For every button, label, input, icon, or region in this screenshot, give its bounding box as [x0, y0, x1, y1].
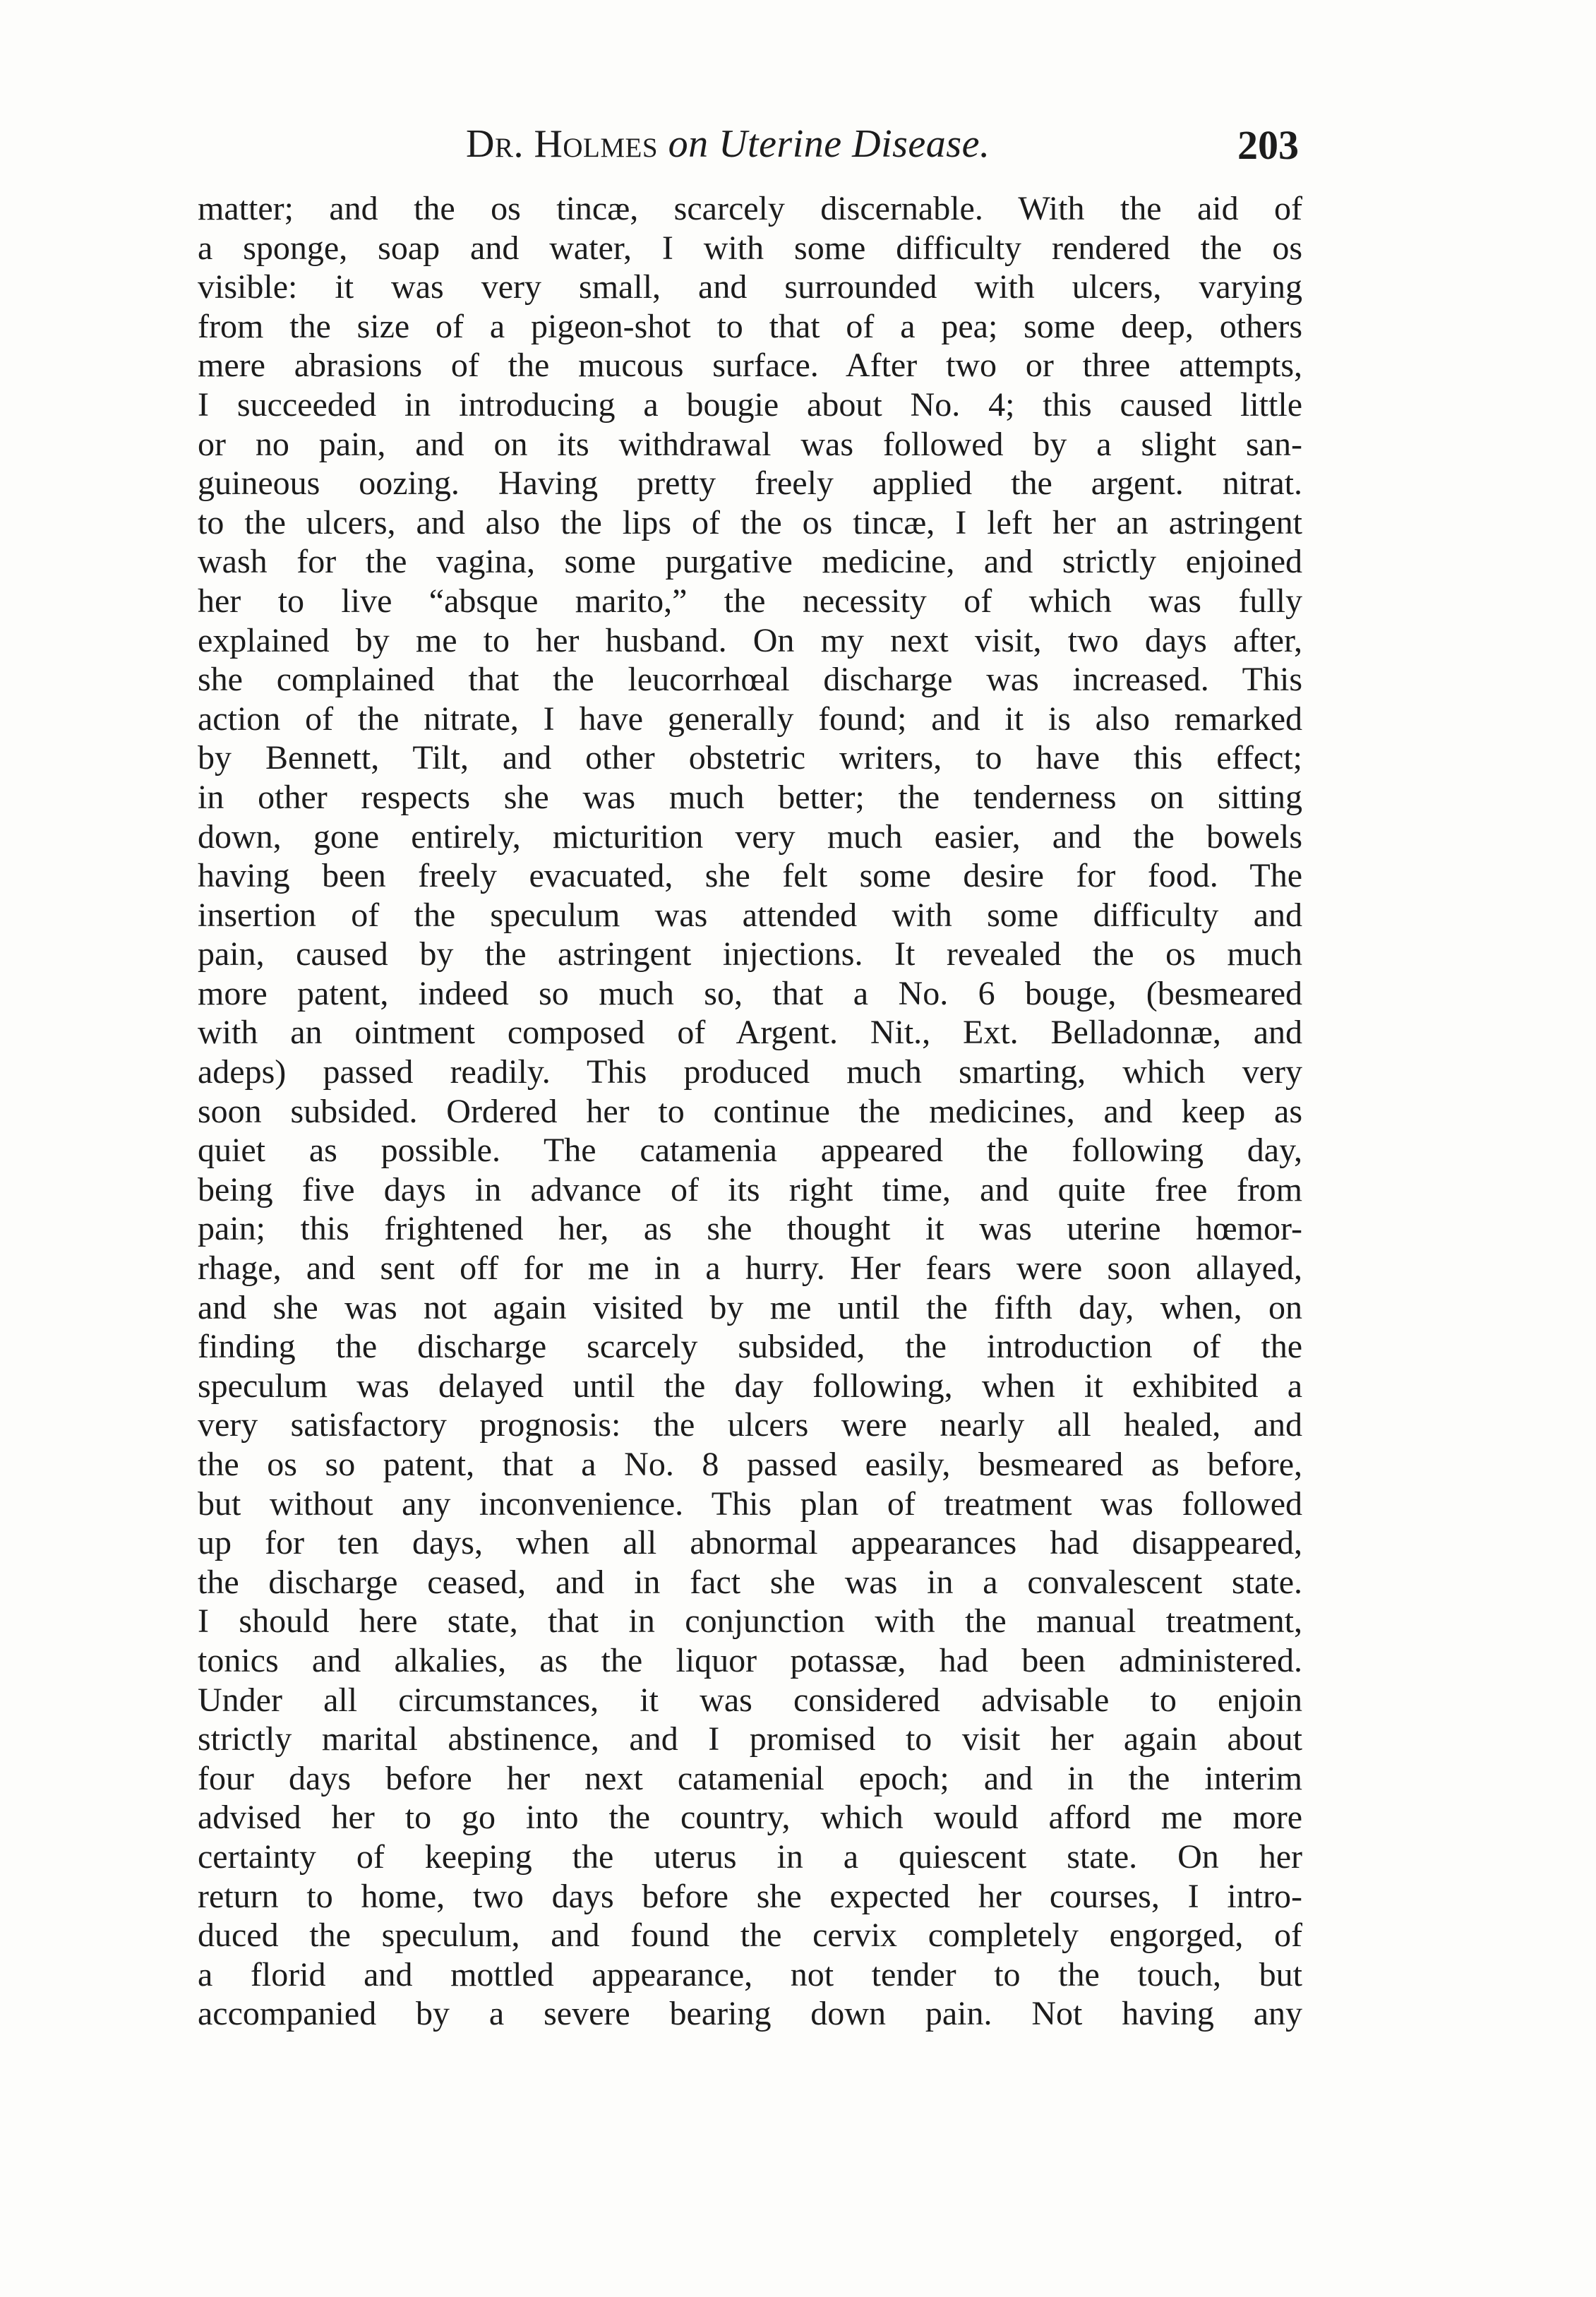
text-line: more patent, indeed so much so, that a No. 6 bouge, (besmeared [198, 974, 1302, 1012]
text-line: very satisfactory prognosis: the ulcers were nearly all healed, and [198, 1406, 1302, 1444]
text-line: speculum was delayed until the day following, when it exhibited a [198, 1367, 1302, 1405]
text-line: by Bennett, Tilt, and other obstetric writers, to have this effect; [198, 739, 1302, 777]
text-line: in other respects she was much better; the tenderness on sitting [198, 778, 1302, 816]
running-author: Dr. Holmes [466, 122, 659, 166]
text-line: pain, caused by the astringent injections. It revealed the os much [198, 935, 1302, 973]
running-connector: on [658, 122, 719, 166]
text-line: she complained that the leucorrhœal discharge was increased. This [198, 661, 1302, 699]
text-line: return to home, two days before she expected her courses, I intro- [198, 1877, 1302, 1915]
text-line: tonics and alkalies, as the liquor potassæ, had been administered. [198, 1641, 1302, 1679]
text-line: a sponge, soap and water, I with some difficulty rendered the os [198, 229, 1302, 267]
text-line: the discharge ceased, and in fact she was in a convalescent state. [198, 1563, 1302, 1601]
text-line: and she was not again visited by me until the fifth day, when, on [198, 1288, 1302, 1326]
text-line: or no pain, and on its withdrawal was followed by a slight san- [198, 425, 1302, 463]
running-title [466, 121, 990, 167]
text-line: her to live “absque marito,” the necessity of which was fully [198, 582, 1302, 620]
text-line: to the ulcers, and also the lips of the os tincæ, I left her an astringent [198, 503, 1302, 541]
text-line: I should here state, that in conjunction with the manual treatment, [198, 1602, 1302, 1641]
text-line: soon subsided. Ordered her to continue the medicines, and keep as [198, 1092, 1302, 1130]
text-line: being five days in advance of its right time, and quite free from [198, 1170, 1302, 1209]
text-line: mere abrasions of the mucous surface. After two or three attempts, [198, 347, 1302, 385]
text-line: certainty of keeping the uterus in a quiescent state. On her [198, 1837, 1302, 1876]
text-line: up for ten days, when all abnormal appearances had disappeared, [198, 1524, 1302, 1562]
text-line: down, gone entirely, micturition very much easier, and the bowels [198, 817, 1302, 856]
text-line: I succeeded in introducing a bougie about No. 4; this caused little [198, 385, 1302, 424]
text-line: rhage, and sent off for me in a hurry. Her fears were soon allayed, [198, 1249, 1302, 1288]
text-line: strictly marital abstinence, and I promised to visit her again about [198, 1720, 1302, 1758]
text-line: duced the speculum, and found the cervix completely engorged, of [198, 1917, 1302, 1955]
text-line: quiet as possible. The catamenia appeared the following day, [198, 1132, 1302, 1170]
text-line: accompanied by a severe bearing down pain. Not having any [198, 1995, 1302, 2033]
text-line: but without any inconvenience. This plan of treatment was followed [198, 1485, 1302, 1523]
running-subject: Uterine Disease. [719, 122, 990, 166]
text-line: explained by me to her husband. On my next visit, two days after, [198, 621, 1302, 659]
text-line: the os so patent, that a No. 8 passed easily, besmeared as before, [198, 1446, 1302, 1483]
text-line: four days before her next catamenial epoch; and in the interim [198, 1759, 1302, 1797]
text-line: with an ointment composed of Argent. Nit., Ext. Belladonnæ, and [198, 1014, 1302, 1052]
text-line: action of the nitrate, I have generally found; and it is also remarked [198, 700, 1302, 738]
text-line: insertion of the speculum was attended with some difficulty and [198, 896, 1302, 934]
text-line: wash for the vagina, some purgative medicine, and strictly enjoined [198, 543, 1302, 581]
page-number: 203 [1237, 122, 1299, 168]
text-line: pain; this frightened her, as she thought it was uterine hœmor- [198, 1210, 1302, 1248]
text-line: finding the discharge scarcely subsided, the introduction of the [198, 1328, 1302, 1366]
text-line: from the size of a pigeon-shot to that of a pea; some deep, others [198, 307, 1302, 345]
text-line: having been freely evacuated, she felt some desire for food. The [198, 857, 1302, 895]
text-line: Under all circumstances, it was considered advisable to enjoin [198, 1681, 1302, 1719]
text-line: matter; and the os tincæ, scarcely discernable. With the aid of [198, 190, 1302, 227]
text-line: advised her to go into the country, which would afford me more [198, 1799, 1302, 1837]
text-line: a florid and mottled appearance, not tender to the touch, but [198, 1955, 1302, 1993]
text-line: visible: it was very small, and surrounded with ulcers, varying [198, 268, 1302, 306]
body-text [198, 189, 1302, 2034]
running-head [198, 121, 1299, 171]
text-line: guineous oozing. Having pretty freely applied the argent. nitrat. [198, 464, 1302, 503]
text-line: adeps) passed readily. This produced much smarting, which very [198, 1053, 1302, 1091]
